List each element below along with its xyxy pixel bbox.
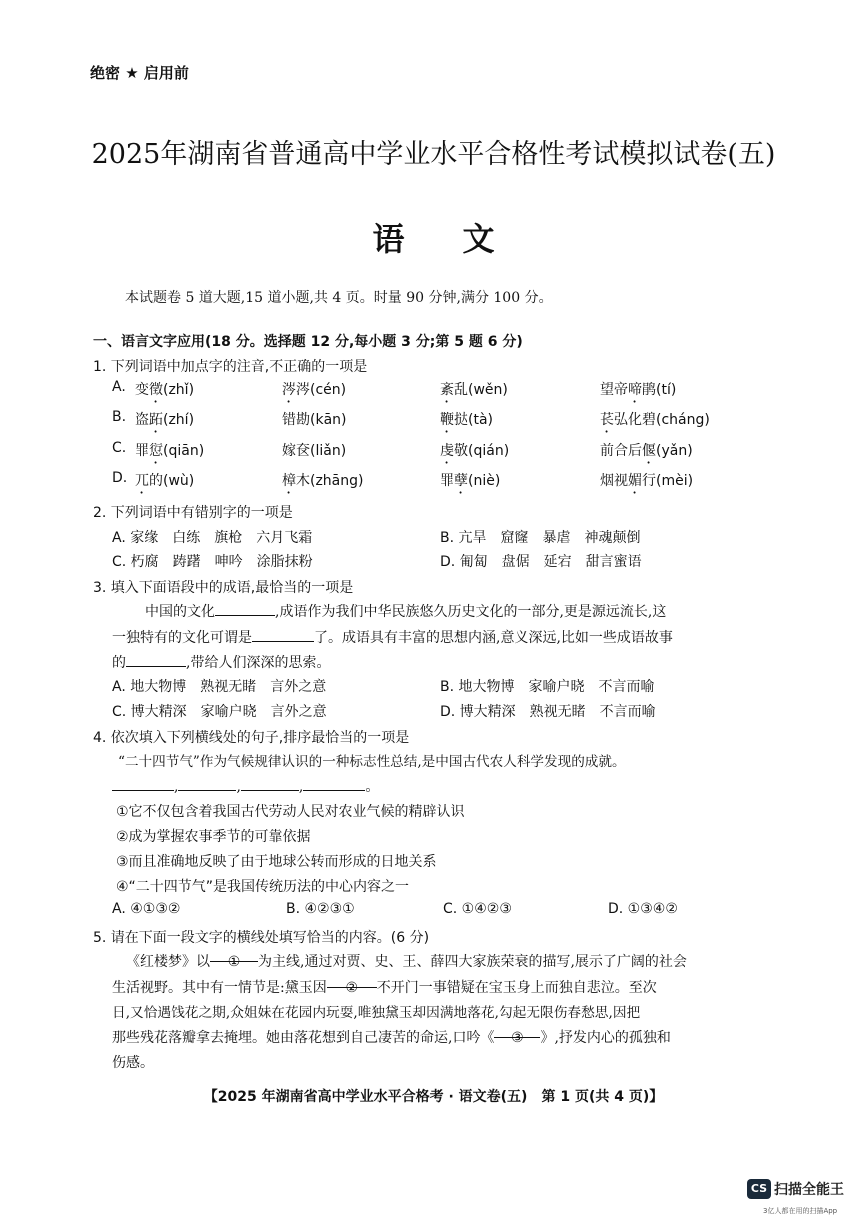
- answer-blank[interactable]: [126, 652, 186, 667]
- q1-term: [135, 470, 194, 497]
- dotted-character: 虔: [440, 443, 454, 459]
- term-suffix: (yǎn): [656, 443, 693, 459]
- page-footer: 【2025 年湖南省高中学业水平合格考 · 语文卷(五) 第 1 页(共 4 页)】: [203, 1089, 664, 1105]
- q1-term: [600, 409, 710, 436]
- answer-blank[interactable]: [112, 776, 174, 791]
- q1-term: [600, 470, 693, 497]
- q1-term: [282, 409, 346, 436]
- term-suffix: 弘化碧(cháng): [614, 412, 710, 428]
- term-suffix: (zhí): [163, 412, 195, 428]
- dotted-character: 孽: [454, 473, 468, 489]
- term-suffix: 错勘(kān): [282, 412, 347, 428]
- scanner-tagline: 3亿人都在用的扫描App: [763, 1207, 838, 1215]
- subject-title: 语文: [372, 220, 553, 258]
- dotted-character: 偃: [642, 443, 656, 459]
- term-suffix: (zhǐ): [163, 382, 195, 398]
- answer-blank-2[interactable]: ②: [327, 973, 377, 988]
- dotted-character: 兀: [135, 473, 149, 489]
- term-suffix: 行(mèi): [642, 473, 694, 489]
- confidential-label: 绝密 ★ 启用前: [90, 64, 189, 82]
- scanner-logo-icon: CS: [747, 1179, 771, 1199]
- question-4-passage: “二十四节气”作为气候规律认识的一种标志性总结,是中国古代农人科学发现的成就。: [118, 754, 626, 770]
- dotted-character: 苌: [600, 412, 614, 428]
- term-prefix: 盗: [135, 412, 149, 428]
- dotted-character: 跖: [149, 412, 163, 428]
- term-suffix: (niè): [468, 473, 501, 489]
- q1-option-letter: D.: [112, 470, 128, 486]
- option-d: D. ①③④②: [608, 901, 678, 917]
- q1-term: [440, 379, 508, 406]
- term-prefix: 望帝: [600, 382, 628, 398]
- dotted-character: 徵: [149, 382, 163, 398]
- term-suffix: 木(zhāng): [296, 473, 364, 489]
- term-suffix: 涔(cén): [296, 382, 347, 398]
- option-a: A. 家缘 白练 旗枪 六月飞霜: [112, 530, 313, 546]
- question-3-passage-line-1: 中国的文化 ,成语作为我们中华民族悠久历史文化的一部分,更是源远流长,这: [145, 597, 666, 627]
- question-5-stem: 5. 请在下面一段文字的横线处填写恰当的内容。(6 分): [93, 930, 430, 946]
- exam-instructions: 本试题卷 5 道大题,15 道小题,共 4 页。时量 90 分钟,满分 100 分。: [125, 290, 553, 306]
- option-c: C. ①④②③: [443, 901, 512, 917]
- answer-blank[interactable]: [215, 601, 275, 616]
- question-4-stem: 4. 依次填入下列横线处的句子,排序最恰当的一项是: [93, 730, 410, 746]
- term-suffix: 嫁奁(liǎn): [282, 443, 347, 459]
- option-a: A. ④①③②: [112, 901, 181, 917]
- scanner-app-name: 扫描全能王: [774, 1181, 844, 1198]
- option-a: A. 地大物博 熟视无睹 言外之意: [112, 679, 327, 695]
- dotted-character: 鞭: [440, 412, 454, 428]
- sentence-1: ①它不仅包含着我国古代劳动人民对农业气候的精辟认识: [116, 804, 465, 820]
- q1-term: [600, 440, 693, 467]
- question-4-blanks: , , , 。: [112, 772, 379, 802]
- option-d: D. 博大精深 熟视无睹 不言而喻: [440, 704, 656, 720]
- answer-blank[interactable]: [241, 776, 299, 791]
- section-heading: 一、语言文字应用(18 分。选择题 12 分,每小题 3 分;第 5 题 6 分): [93, 334, 523, 350]
- dotted-character: 愆: [149, 443, 163, 459]
- exam-title: 2025年湖南省普通高中学业水平合格性考试模拟试卷(五): [91, 139, 776, 170]
- question-5-line-4: 那些残花落瓣拿去掩埋。她由落花想到自己凄苦的命运,口吟《 ③ 》,抒发内心的孤独和: [112, 1023, 671, 1053]
- q1-term: [135, 440, 204, 467]
- term-suffix: 的(wù): [149, 473, 195, 489]
- question-3-passage-line-2: 一独特有的文化可谓是 了。成语具有丰富的思想内涵,意义深远,比如一些成语故事: [112, 623, 673, 653]
- question-1-stem: 1. 下列词语中加点字的注音,不正确的一项是: [93, 359, 368, 375]
- q1-term: [440, 470, 500, 497]
- term-suffix: 敬(qián): [454, 443, 510, 459]
- q1-term: [282, 470, 363, 497]
- q1-term: [440, 440, 509, 467]
- term-prefix: 变: [135, 382, 149, 398]
- answer-blank[interactable]: [303, 776, 365, 791]
- q1-term: [135, 409, 194, 436]
- q1-term: [282, 440, 346, 467]
- option-b: B. 地大物博 家喻户晓 不言而喻: [440, 679, 655, 695]
- term-prefix: 罪: [135, 443, 149, 459]
- term-prefix: 前合后: [600, 443, 642, 459]
- question-5-line-2: 生活视野。其中有一情节是:黛玉因 ② 不开门一事错疑在宝玉身上而独自悲泣。至次: [112, 973, 657, 1003]
- term-suffix: 鹃(tí): [642, 382, 677, 398]
- dotted-character: 涔: [282, 382, 296, 398]
- term-suffix: 挞(tà): [454, 412, 493, 428]
- option-c: C. 朽腐 踌躇 呻吟 涂脂抹粉: [112, 554, 313, 570]
- sentence-4: ④“二十四节气”是我国传统历法的中心内容之一: [116, 879, 410, 895]
- term-prefix: 烟视: [600, 473, 628, 489]
- dotted-character: 紊: [440, 382, 454, 398]
- q1-option-letter: B.: [112, 409, 127, 425]
- question-5-line-1: 《红楼梦》以 ① 为主线,通过对贾、史、王、薛四大家族荣衰的描写,展示了广阔的社会: [126, 947, 687, 977]
- dotted-character: 啼: [628, 382, 642, 398]
- dotted-character: 媚: [628, 473, 642, 489]
- question-3-stem: 3. 填入下面语段中的成语,最恰当的一项是: [93, 580, 354, 596]
- q1-term: [135, 379, 194, 406]
- q1-option-letter: A.: [112, 379, 126, 395]
- question-5-line-3: 日,又恰遇饯花之期,众姐妹在花园内玩耍,唯独黛玉却因满地落花,勾起无限伤春愁思,因把: [112, 1005, 641, 1021]
- answer-blank[interactable]: [178, 776, 236, 791]
- q1-term: [600, 379, 676, 406]
- scanner-watermark: [747, 1178, 844, 1199]
- term-suffix: (qiān): [163, 443, 205, 459]
- option-b: B. ④②③①: [286, 901, 355, 917]
- question-5-line-5: 伤感。: [112, 1055, 154, 1071]
- answer-blank-1[interactable]: ①: [210, 947, 258, 962]
- term-suffix: 乱(wěn): [454, 382, 508, 398]
- term-prefix: 罪: [440, 473, 454, 489]
- option-d: D. 匍匐 盘倨 延宕 甜言蜜语: [440, 554, 642, 570]
- answer-blank-3[interactable]: ③: [494, 1023, 540, 1038]
- q1-term: [440, 409, 493, 436]
- option-c: C. 博大精深 家喻户晓 言外之意: [112, 704, 327, 720]
- question-2-stem: 2. 下列词语中有错别字的一项是: [93, 505, 293, 521]
- q1-option-letter: C.: [112, 440, 127, 456]
- dotted-character: 樟: [282, 473, 296, 489]
- sentence-3: ③而且准确地反映了由于地球公转而形成的日地关系: [116, 854, 437, 870]
- sentence-2: ②成为掌握农事季节的可靠依据: [116, 829, 311, 845]
- option-b: B. 亢旱 窟窿 暴虐 神魂颠倒: [440, 530, 641, 546]
- question-3-passage-line-3: 的 ,带给人们深深的思索。: [112, 648, 330, 678]
- answer-blank[interactable]: [252, 627, 314, 642]
- q1-term: [282, 379, 346, 406]
